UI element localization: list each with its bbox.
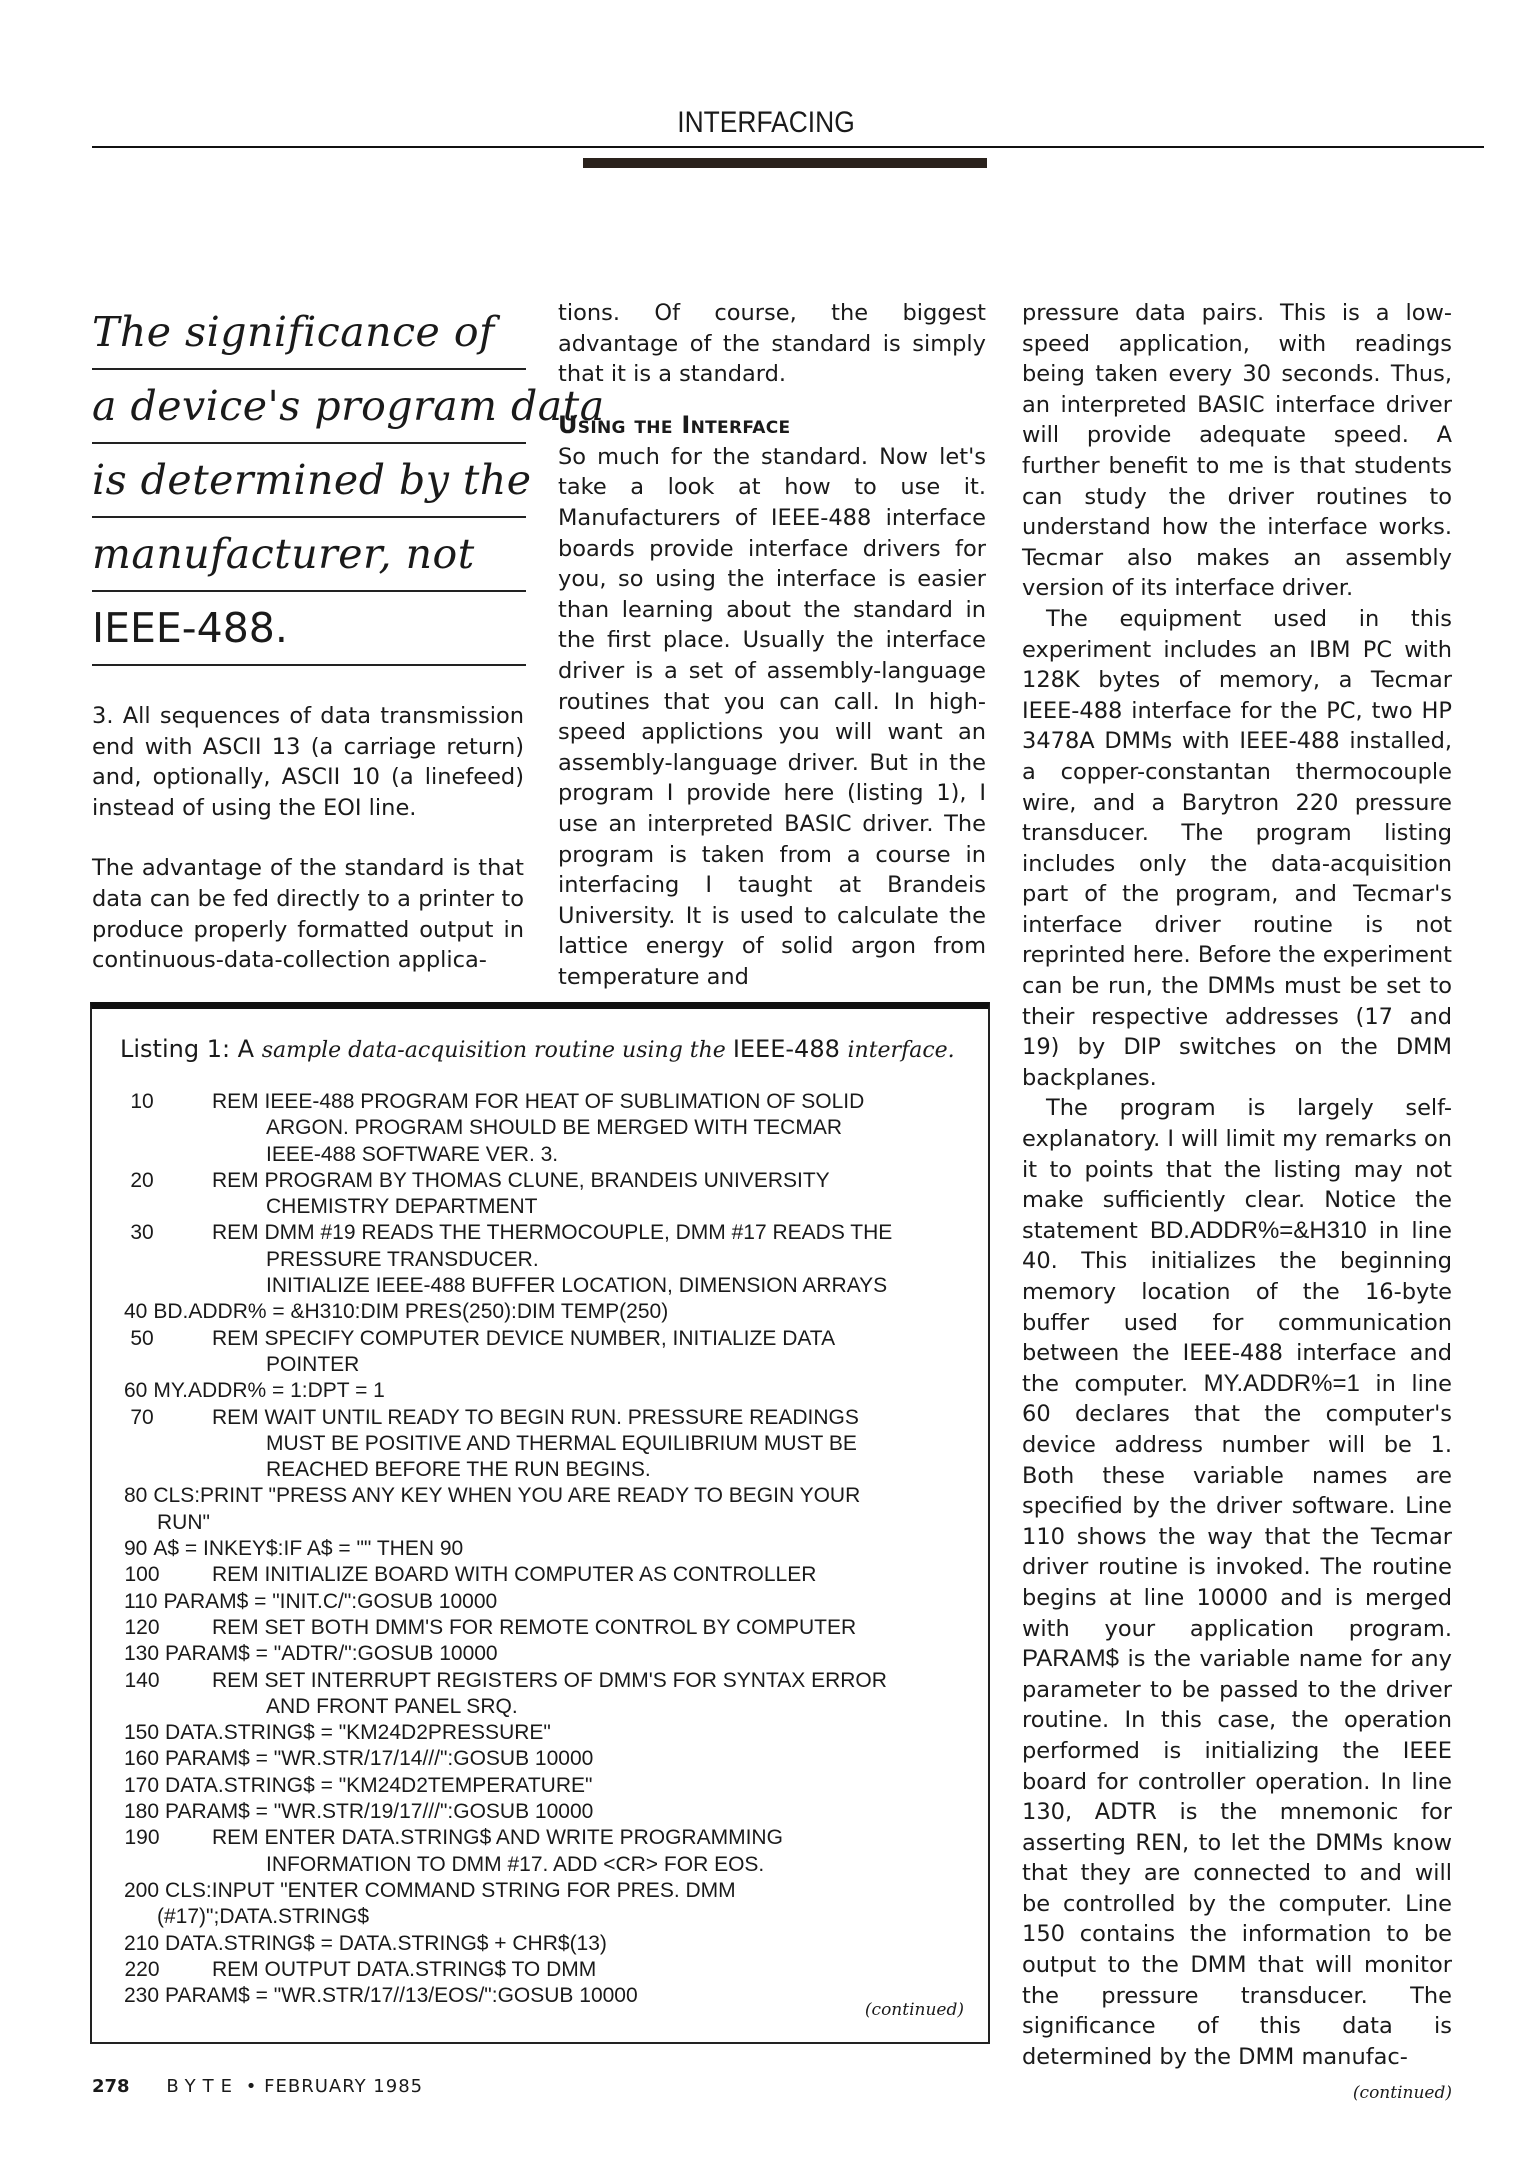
line-number: 180: [124, 1800, 160, 1824]
code-line: [112, 1931, 972, 1957]
code-text: CLS:INPUT "ENTER COMMAND STRING FOR PRES. DMM: [165, 1878, 736, 1902]
code-text: REM ENTER DATA.STRING$ AND WRITE PROGRAMMING: [212, 1826, 783, 1850]
body-paragraph: The equipment used in this experiment includes an IBM PC with 128K bytes of memory, a Tecmar IEEE-488 interface for the PC, two HP 3478A DMMs with IEEE-488 installed, a copper-constantan thermocouple wire, and a Barytron 220 pressure transducer. The program listing includes only the data-acquisition part of the program, and Tecmar's interface driver routine is not reprinted here. Before the experiment can be run, the DMMs must be set to their respective addresses (17 and 19) by DIP switches on the DMM backplanes.: [1022, 605, 1452, 1091]
body-paragraph: The advantage of the standard is that data can be fed directly to a printer to produce properly formatted output in continuous-data-collection applica-: [92, 855, 524, 974]
code-text: REM OUTPUT DATA.STRING$ TO DMM: [212, 1957, 597, 1981]
code-text: MY.ADDR% = 1:DPT = 1: [153, 1379, 385, 1403]
code-line: [112, 1142, 972, 1168]
code-text: REM WAIT UNTIL READY TO BEGIN RUN. PRESSURE READINGS: [212, 1405, 859, 1429]
code-line: [112, 1641, 972, 1667]
line-number: 160: [124, 1747, 160, 1771]
line-number: 230: [124, 1984, 160, 2008]
body-paragraph: The program is largely self-explanatory. I will limit my remarks on it to points that the listing may not make sufficiently clear. Notice the statement BD.ADDR%=&H310 in line 40. This initializes the beginning memory location of the 16-byte buffer used for communication between the IEEE-488 interface and the computer. MY.ADDR%=1 in line 60 declares that the computer's device address number will be 1. Both these variable names are specified by the driver software. Line 110 shows the way that the Tecmar driver routine is invoked. The routine begins at line 10000 and is merged with your application program. PARAM$ is the variable name for any parameter to be passed to the driver routine. In this case, the operation performed is initializing the IEEE board for controller operation. In line 130, ADTR is the mnemonic for asserting REN, to let the DMMs know that they are connected to and will be controlled by the computer. Line 150 contains the information to be output to the DMM that will monitor the pressure transducer. The significance of this data is determined by the DMM manufac-: [1022, 1095, 1452, 2070]
continued-note: (continued): [864, 2000, 964, 2020]
code-text: AND FRONT PANEL SRQ.: [266, 1694, 518, 1718]
inline-code: BD.ADDR%=&H310: [1149, 1216, 1367, 1244]
code-line: [112, 1352, 972, 1378]
code-line: [112, 1720, 972, 1746]
code-line: [112, 1904, 972, 1930]
line-number: 90: [124, 1537, 148, 1561]
code-line: [112, 1273, 972, 1299]
code-line: [112, 1483, 972, 1509]
code-text: REM SET INTERRUPT REGISTERS OF DMM'S FOR SYNTAX ERROR: [212, 1668, 887, 1692]
line-number: 100: [124, 1563, 160, 1587]
code-line: [112, 1089, 972, 1115]
code-line: [112, 1510, 972, 1536]
code-text: POINTER: [266, 1352, 360, 1376]
code-line: [112, 1983, 972, 2009]
code-line: [112, 1589, 972, 1615]
code-line: [112, 1247, 972, 1273]
listing-caption: Listing 1: A sample data-acquisition routine using the IEEE-488 interface.: [120, 1035, 955, 1063]
pull-quote: [92, 296, 605, 666]
line-number: 80: [124, 1484, 148, 1508]
magazine-name: BYTE: [166, 2076, 240, 2097]
pull-quote-line: is determined by the: [92, 444, 526, 518]
footer-separator: •: [245, 2076, 258, 2097]
code-text: ARGON. PROGRAM SHOULD BE MERGED WITH TECMAR: [266, 1116, 842, 1140]
code-text: DATA.STRING$ = "KM24D2TEMPERATURE": [165, 1773, 593, 1797]
code-text: PARAM$ = "ADTR/":GOSUB 10000: [165, 1642, 498, 1666]
code-text: PRESSURE TRANSDUCER.: [266, 1247, 539, 1271]
line-number: 50: [130, 1326, 154, 1350]
code-listing-box: [90, 1002, 990, 2044]
line-number: 190: [124, 1826, 160, 1850]
line-number: 40: [124, 1300, 148, 1324]
line-number: 210: [124, 1931, 160, 1955]
code-text: REM SPECIFY COMPUTER DEVICE NUMBER, INITIALIZE DATA: [212, 1326, 836, 1350]
code-text: PARAM$ = "WR.STR/19/17///":GOSUB 10000: [165, 1800, 594, 1824]
body-paragraph: pressure data pairs. This is a low-speed application, with readings being taken every 30 seconds. Thus, an interpreted BASIC interface driver will provide adequate speed. A further benefit to me is that students can study the driver routines to understand how the interface works. Tecmar also makes an assembly version of its interface driver.: [1022, 300, 1452, 602]
code-line: [112, 1562, 972, 1588]
code-text: INITIALIZE IEEE-488 BUFFER LOCATION, DIMENSION ARRAYS: [266, 1274, 888, 1298]
line-number: 20: [130, 1168, 154, 1192]
code-text: (#17)";DATA.STRING$: [157, 1905, 370, 1929]
header-rule: [92, 146, 1484, 148]
code-text: REM IEEE-488 PROGRAM FOR HEAT OF SUBLIMATION OF SOLID: [212, 1090, 865, 1113]
code-line: [112, 1852, 972, 1878]
pull-quote-line: The significance of: [92, 296, 526, 370]
code-text: PARAM$ = "WR.STR/17/14///":GOSUB 10000: [165, 1747, 594, 1771]
code-text: CHEMISTRY DEPARTMENT: [266, 1195, 538, 1219]
line-number: 200: [124, 1878, 160, 1902]
code-line: [112, 1615, 972, 1641]
page-number: 278: [92, 2076, 130, 2097]
code-line: [112, 1378, 972, 1404]
code-line: [112, 1957, 972, 1983]
code-line: [112, 1878, 972, 1904]
code-text: REM DMM #19 READS THE THERMOCOUPLE, DMM #17 READS THE: [212, 1221, 893, 1245]
line-number: 30: [130, 1221, 154, 1245]
code-text: INFORMATION TO DMM #17. ADD <CR> FOR EOS.: [266, 1852, 765, 1876]
code-text: DATA.STRING$ = DATA.STRING$ + CHR$(13): [165, 1931, 607, 1955]
issue-date: FEBRUARY 1985: [264, 2076, 424, 2097]
code-text: CLS:PRINT "PRESS ANY KEY WHEN YOU ARE READY TO BEGIN YOUR: [153, 1484, 861, 1508]
code-line: [112, 1405, 972, 1431]
code-line: [112, 1326, 972, 1352]
code-text: REM INITIALIZE BOARD WITH COMPUTER AS CONTROLLER: [212, 1563, 817, 1587]
line-number: 150: [124, 1721, 160, 1745]
article-column-2: [558, 298, 986, 992]
line-number: 220: [124, 1957, 160, 1981]
body-paragraph: 3. All sequences of data transmission end with ASCII 13 (a carriage return) and, optionally, ASCII 10 (a linefeed) instead of using the EOI line.: [92, 703, 524, 821]
line-number: 70: [130, 1405, 154, 1429]
code-line: [112, 1773, 972, 1799]
code-text: REM SET BOTH DMM'S FOR REMOTE CONTROL BY COMPUTER: [212, 1615, 857, 1639]
code-line: [112, 1299, 972, 1325]
section-heading: Using the Interface: [558, 410, 791, 439]
code-line: [112, 1115, 972, 1141]
section-title: INTERFACING: [677, 106, 855, 139]
page-footer: [92, 2076, 423, 2097]
continued-note: (continued): [1352, 2083, 1452, 2104]
article-column-3: [1022, 298, 1452, 2109]
article-column-1: [92, 701, 524, 976]
inline-code: MY.ADDR%=1: [1203, 1369, 1360, 1397]
code-text: PARAM$ = "INIT.C/":GOSUB 10000: [163, 1589, 498, 1613]
code-line: [112, 1457, 972, 1483]
body-paragraph: tions. Of course, the biggest advantage of the standard is simply that it is a standard.: [558, 300, 986, 388]
body-paragraph: So much for the standard. Now let's take a look at how to use it. Manufacturers of IEEE-488 interface boards provide interface drivers for you, so using the interface is easier than learning about the standard in the first place. Usually the interface driver is a set of assembly-language routines that you can call. In high-speed applictions you will want an assembly-language driver. But in the program I provide here (listing 1), I use an interpreted BASIC driver. The program is taken from a course in interfacing I taught at Brandeis University. It is used to calculate the lattice energy of solid argon from temperature and: [558, 443, 986, 990]
code-text: RUN": [157, 1510, 210, 1534]
pull-quote-line: IEEE-488.: [92, 592, 526, 666]
code-line: [112, 1220, 972, 1246]
code-text: MUST BE POSITIVE AND THERMAL EQUILIBRIUM MUST BE: [266, 1431, 857, 1455]
code-line: [112, 1825, 972, 1851]
code-text: REM PROGRAM BY THOMAS CLUNE, BRANDEIS UNIVERSITY: [212, 1168, 830, 1192]
code-text: A$ = INKEY$:IF A$ = "" THEN 90: [153, 1537, 464, 1561]
line-number: 110: [124, 1589, 158, 1613]
code-line: [112, 1668, 972, 1694]
code-text: IEEE-488 SOFTWARE VER. 3.: [266, 1142, 559, 1166]
code-line: [112, 1431, 972, 1457]
code-line: [112, 1799, 972, 1825]
header-accent-bar: [583, 158, 987, 168]
line-number: 130: [124, 1642, 160, 1666]
code-listing: [112, 1089, 972, 2009]
code-text: DATA.STRING$ = "KM24D2PRESSURE": [165, 1721, 551, 1745]
line-number: 10: [130, 1090, 154, 1113]
inline-code: PARAM$: [1022, 1645, 1119, 1673]
code-line: [112, 1694, 972, 1720]
code-text: PARAM$ = "WR.STR/17//13/EOS/":GOSUB 10000: [165, 1984, 638, 2008]
pull-quote-line: a device's program data: [92, 370, 526, 444]
code-line: [112, 1536, 972, 1562]
code-line: [112, 1168, 972, 1194]
pull-quote-line: manufacturer, not: [92, 518, 526, 592]
code-text: BD.ADDR% = &H310:DIM PRES(250):DIM TEMP(250): [153, 1300, 669, 1324]
line-number: 170: [124, 1773, 160, 1797]
code-line: [112, 1194, 972, 1220]
code-line: [112, 1746, 972, 1772]
line-number: 140: [124, 1668, 160, 1692]
code-text: REACHED BEFORE THE RUN BEGINS.: [266, 1458, 651, 1482]
line-number: 120: [124, 1615, 160, 1639]
line-number: 60: [124, 1379, 148, 1403]
